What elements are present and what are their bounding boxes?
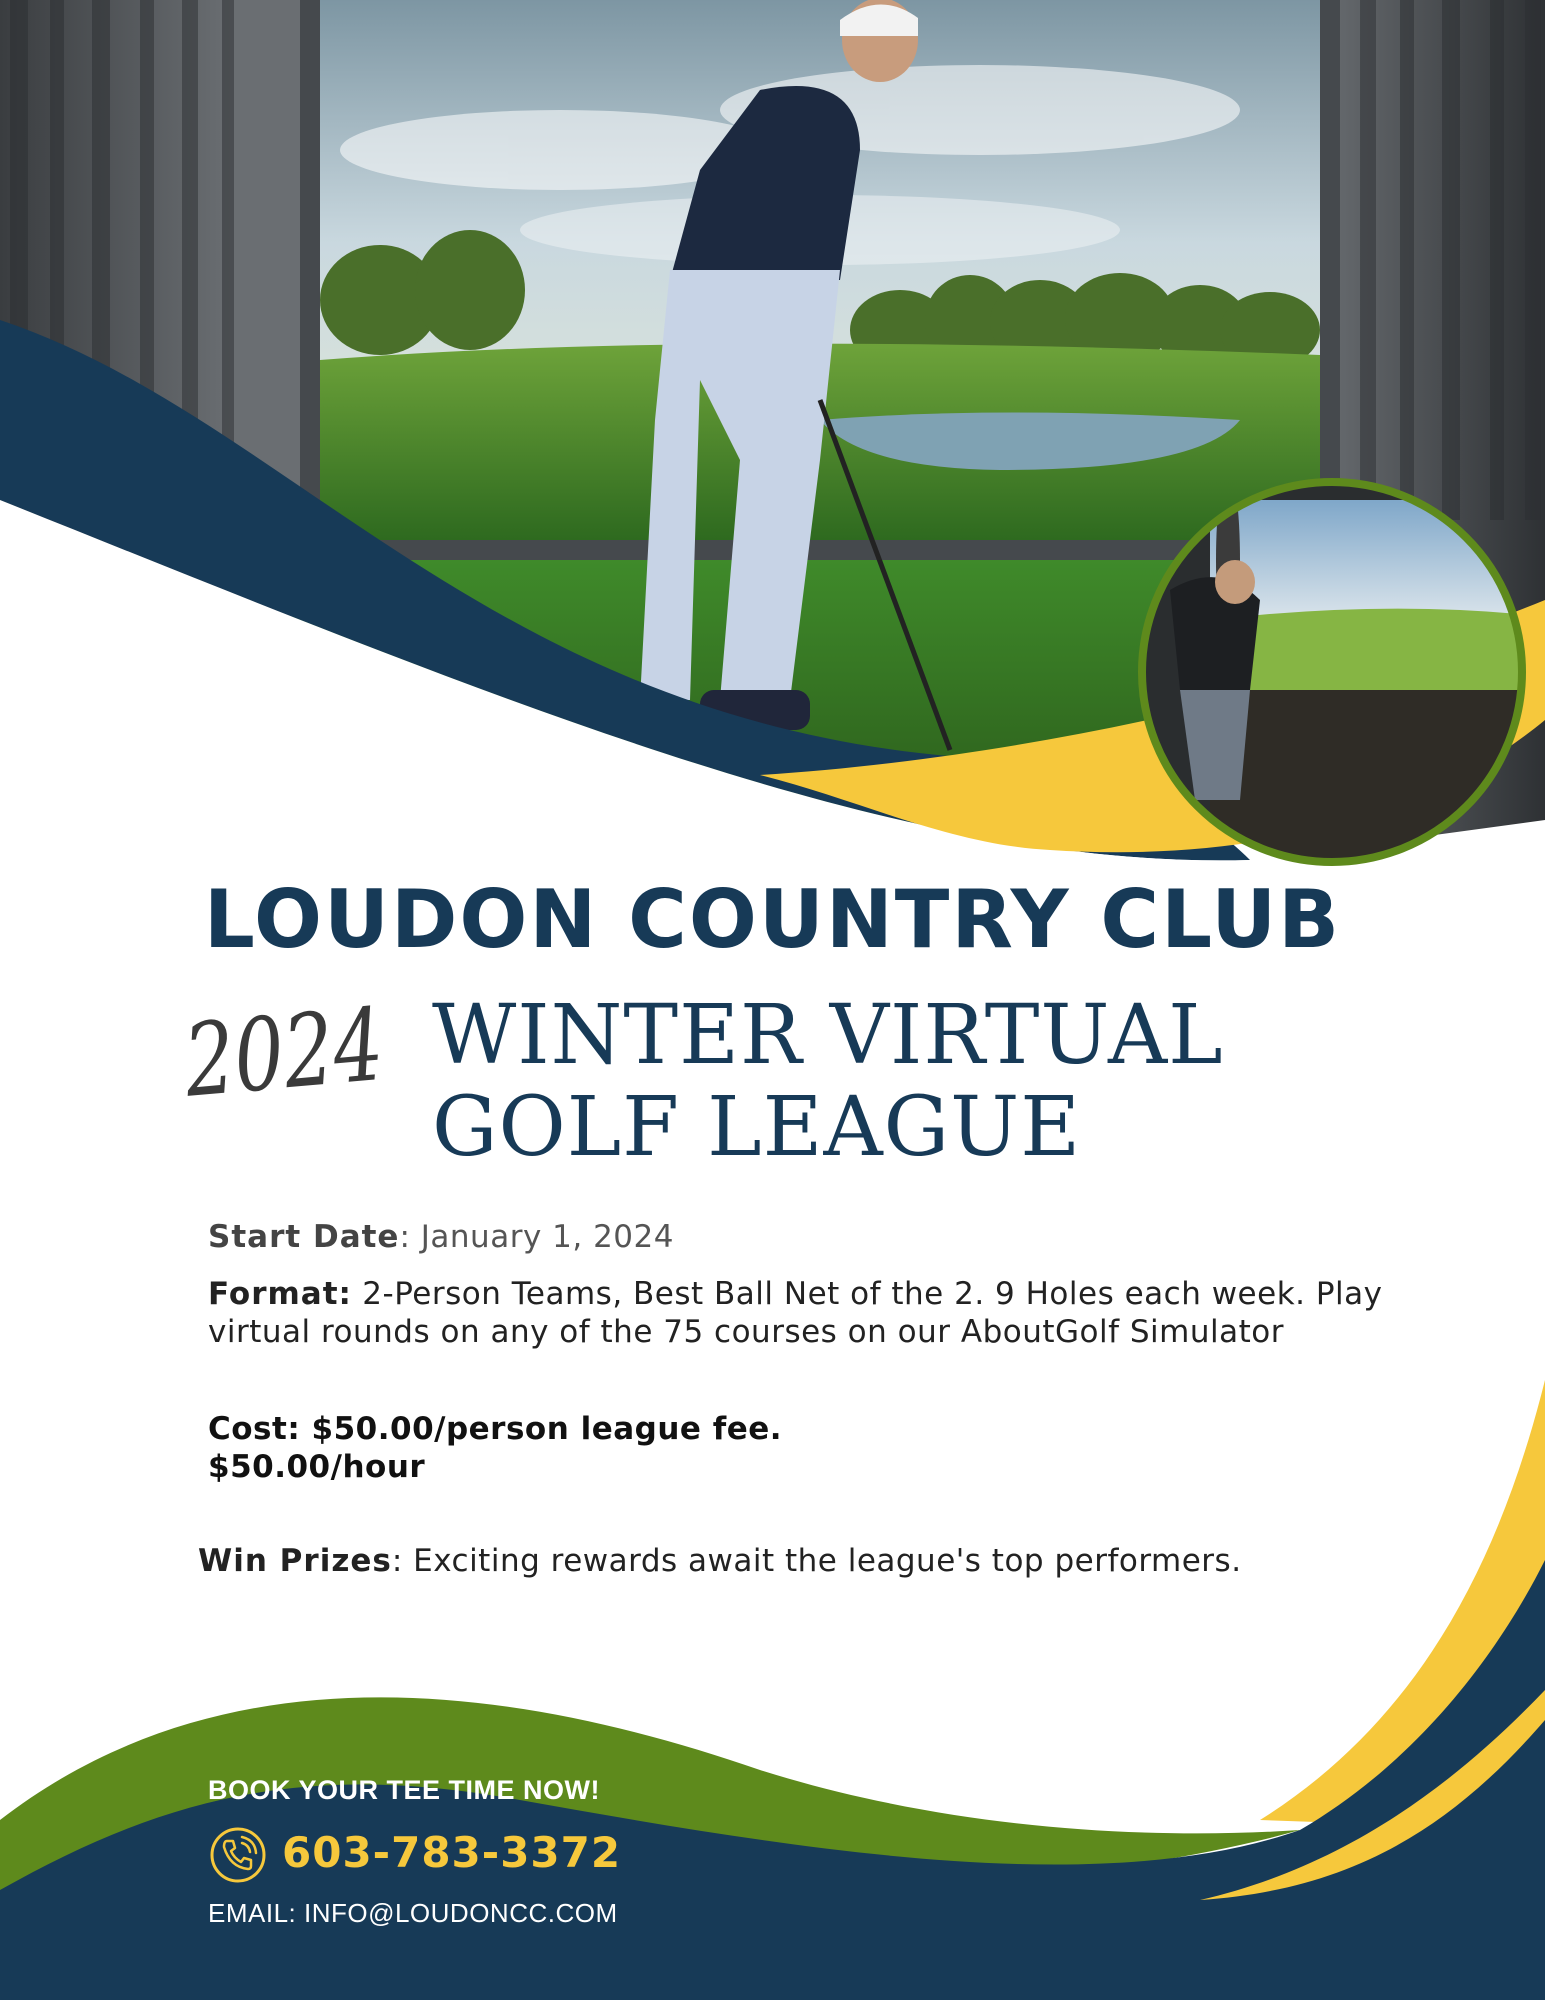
club-name: LOUDON COUNTRY CLUB bbox=[203, 873, 1342, 966]
start-date-label: Start Date bbox=[208, 1219, 400, 1255]
league-title-line-1: WINTER VIRTUAL bbox=[432, 988, 1224, 1083]
league-title-line-2: GOLF LEAGUE bbox=[432, 1080, 1082, 1175]
phone-number[interactable]: 603-783-3372 bbox=[282, 1828, 622, 1877]
cost-line-2: $50.00/hour bbox=[208, 1449, 426, 1485]
cost-line-1: Cost: $50.00/person league fee. bbox=[208, 1411, 783, 1447]
prizes-info bbox=[198, 1542, 1242, 1580]
format-info bbox=[208, 1275, 1398, 1351]
prizes-value: : Exciting rewards await the league's top performers. bbox=[391, 1543, 1242, 1579]
league-year: 2024 bbox=[179, 985, 388, 1120]
phone-ring-icon bbox=[208, 1825, 268, 1885]
format-label: Format: bbox=[208, 1276, 352, 1312]
start-date-value: : January 1, 2024 bbox=[399, 1219, 674, 1255]
prizes-label: Win Prizes bbox=[198, 1543, 392, 1579]
league-title bbox=[432, 990, 1224, 1174]
cost-info bbox=[208, 1410, 1208, 1486]
format-value: 2-Person Teams, Best Ball Net of the 2. 9 Holes each week. Play virtual rounds on any of the 75 courses on our AboutGolf Simulator bbox=[208, 1276, 1383, 1350]
start-date bbox=[208, 1218, 674, 1256]
email-address[interactable]: EMAIL: INFO@LOUDONCC.COM bbox=[208, 1898, 618, 1928]
book-tee-time-cta: BOOK YOUR TEE TIME NOW! bbox=[208, 1775, 601, 1805]
